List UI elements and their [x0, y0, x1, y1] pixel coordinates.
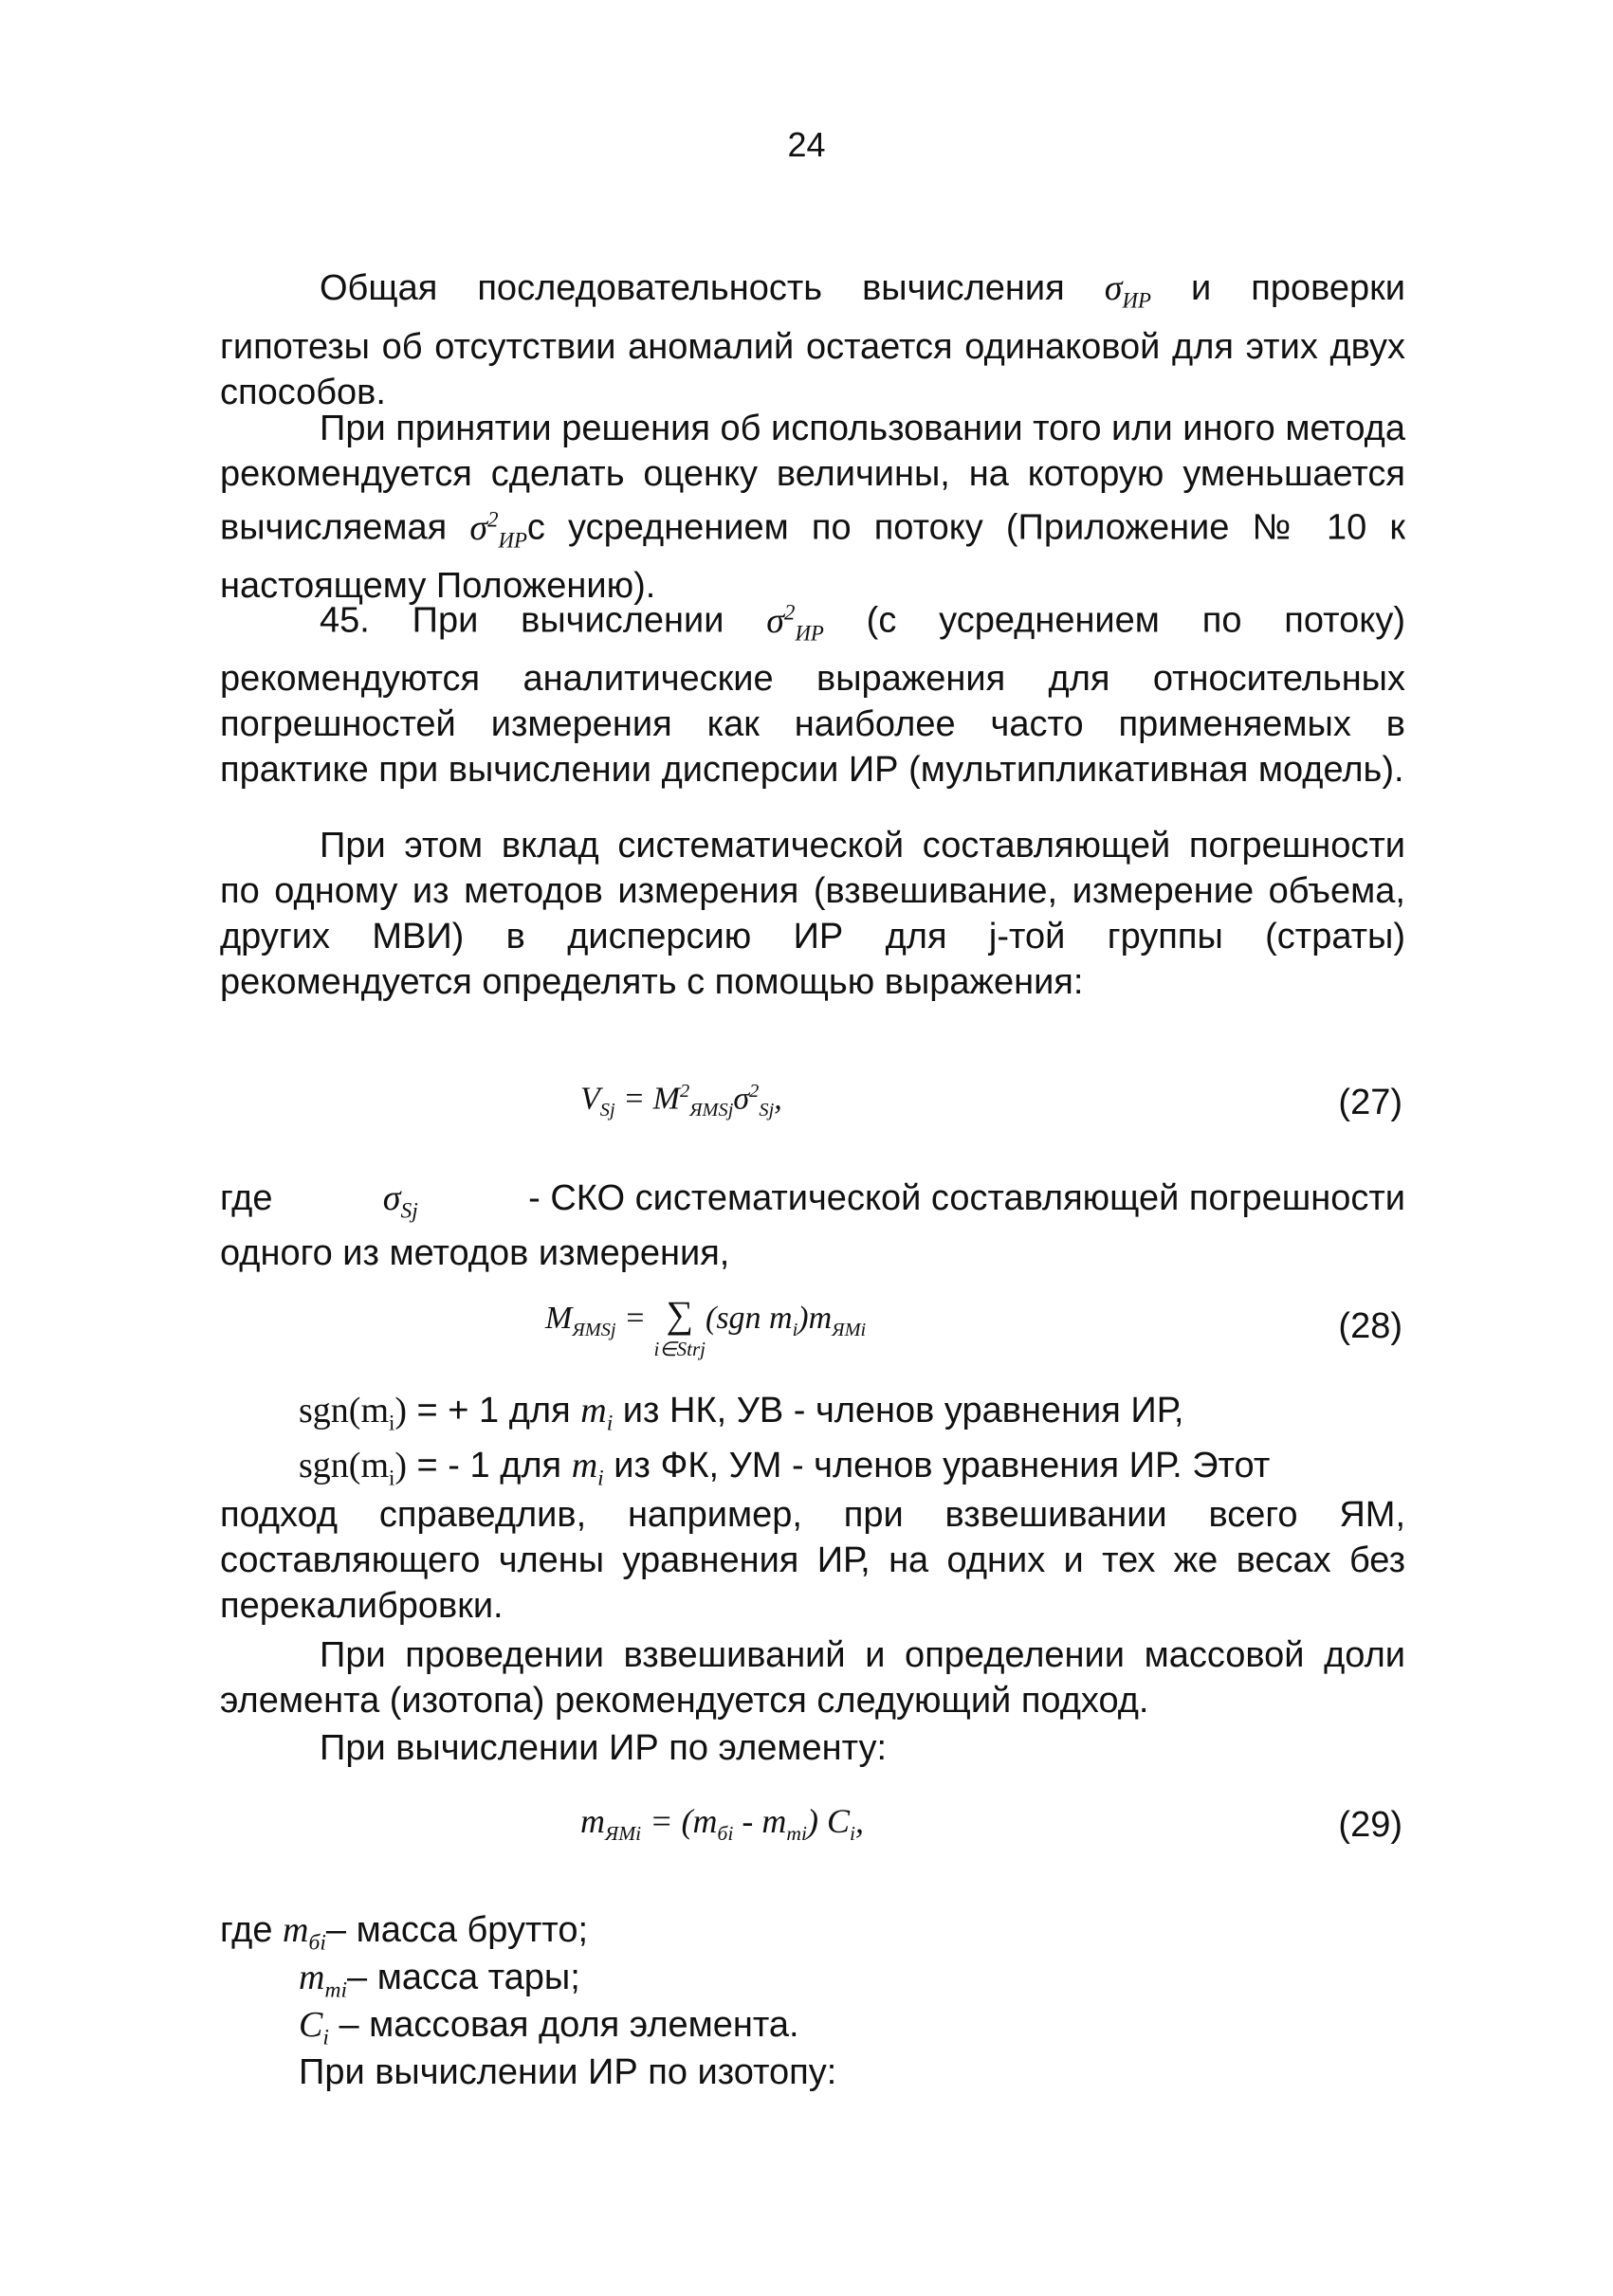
paragraph-2: При принятии решения об использовании того или иного метода рекомендуется сделать оценку величины, на которую уменьшается вычисляемая $\sigma^2_{ИР}с$ усреднением по потоку (Приложение № 10 к настоящему Положению). [220, 409, 1405, 607]
paragraph-7: При вычислении ИР по изотопу: [299, 2052, 837, 2092]
paragraph-5: При проведении взвешиваний и определении массовой доли элемента (изотопа) рекомендуется следующий подход. [220, 1635, 1405, 1721]
sum-index: i∈Strj [653, 1338, 706, 1360]
sigma-squared-ir-symbol: $\sigma^2_{ИР}$ [766, 600, 824, 646]
equation-27: $V_{Sj} = M^2_{ЯМSj}\sigma^2_{Sj}$, [580, 1081, 782, 1121]
sigma-squared-ir-symbol: $\sigma^2_{ИР}$ [469, 507, 527, 553]
definition-element-fraction: $C_i$ – массовая доля элемента. [299, 2005, 799, 2050]
definition-sigma-sj: где $\sigma_{Sj}$ - СКО систематической составляющей погрешности [220, 1175, 1405, 1234]
equation-28: $M_{ЯМSj}$ = ∑ i∈Strj(sgn $m_i)m_{ЯМi}$ [545, 1293, 867, 1360]
definition-tare-mass: $m_{mi}-$ масса тары; [299, 1958, 580, 2003]
sigma-ir-symbol: $\sigma_{ИР}$ [1104, 268, 1151, 313]
paragraph-6: При вычислении ИР по элементу: [320, 1728, 888, 1768]
equation-29: $m_{ЯМi} = (m_{бi} - m_{mi})$ $C_i$, [580, 1802, 864, 1846]
definition-sigma-sj-cont: одного из методов измерения, [220, 1233, 730, 1273]
page-number: 24 [787, 125, 826, 164]
sum-sign: ∑ [666, 1293, 694, 1336]
sgn-minus-line: $sgn(m_i)$ = - 1 для $m_i$ из ФК, УМ - членов уравнения ИР. Этот [299, 1446, 1271, 1491]
paragraph-45: 45. При вычислении $\sigma^2_{ИР}$ (с усреднением по потоку) рекомендуются аналитические выражения для относительных погрешностей измерения как наиболее часто применяемых в практике при вычислении дисперсии ИР (мультипликативная модель). [220, 600, 1405, 791]
equation-27-number: (27) [1338, 1083, 1402, 1122]
sgn-plus-line: $sgn(m_i)$ = + 1 для $m_i$ из НК, УВ - членов уравнения ИР, [299, 1391, 1184, 1436]
paragraph-1: Общая последовательность вычисления $\sigma_{ИР}$ и проверки гипотезы об отсутствии аномалий остается одинаковой для этих двух способов. [220, 268, 1405, 412]
sgn-minus-cont: подход справедлив, например, при взвешивании всего ЯМ, составляющего члены уравнения ИР, на одних и тех же весах без перекалибровки. [220, 1495, 1405, 1626]
sigma-sj-symbol: $\sigma_{Sj}$ [382, 1178, 418, 1224]
equation-29-number: (29) [1338, 1805, 1402, 1845]
paragraph-4: При этом вклад систематической составляющей погрешности по одному из методов измерения (взвешивание, измерение объема, других МВИ) в дисперсию ИР для j-той группы (страты) рекомендуется определять с помощью выражения: [220, 826, 1405, 1002]
equation-28-number: (28) [1338, 1306, 1402, 1346]
definition-gross-mass: где $m_{бi}-$ масса брутто; [220, 1910, 589, 1956]
